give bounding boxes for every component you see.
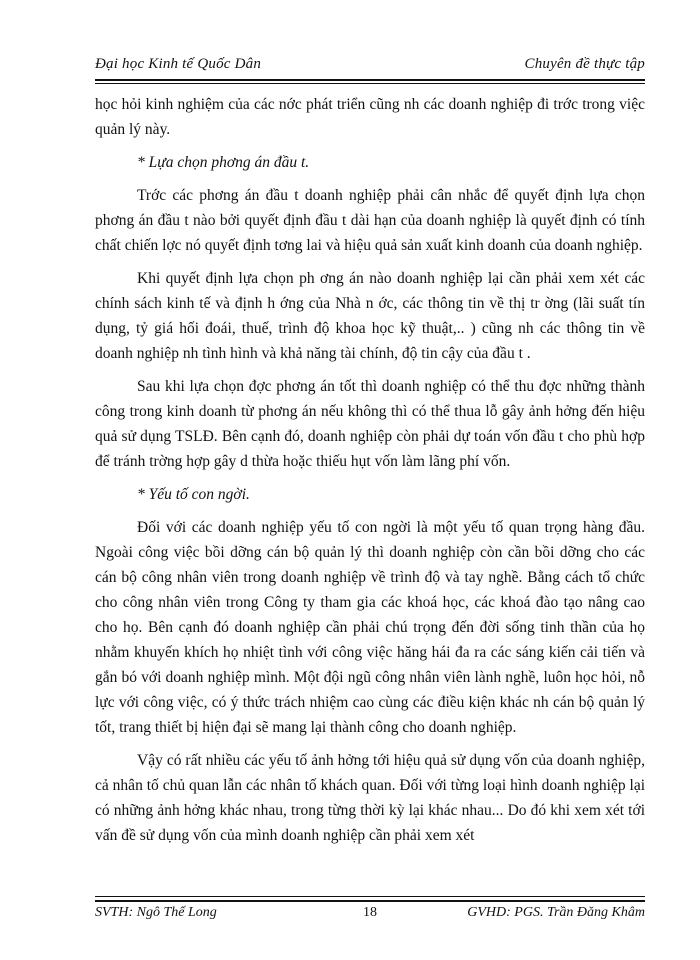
section-heading-investment: * Lựa chọn phơng án đầu t. — [137, 154, 310, 171]
section-heading-human-factor: * Yếu tố con ngời. — [137, 486, 250, 503]
page-header — [95, 56, 645, 80]
paragraph-5: Đối với các doanh nghiệp yếu tố con ngời là một yếu tố quan trọng hàng đầu. Ngoài công việc bồi dỡng cán bộ quản lý thì doanh nghiệp còn cần bồi dỡng cho các cán bộ công nhân viên trong doanh nghiệp về trình độ và tay nghề. Bằng cách tổ chức cho công nhân viên trong Công ty tham gia các khoá học, các khoá đào tạo nâng cao cho họ. Bên cạnh đó doanh nghiệp cần phải chú trọng đến đời sống tinh thần của họ nhằm khuyến khích họ nhiệt tình với công việc hăng hái đa ra các sáng kiến cải tiến và gắn bó với doanh nghiệp mình. Một đội ngũ công nhân viên lành nghề, luôn học hỏi, nỗ lực với công việc, có ý thức trách nhiệm cao cùng các điều kiện khác nh cán bộ quản lý tốt, trang thiết bị hiện đại sẽ mang lại thành công cho doanh nghiệp. — [95, 519, 645, 736]
header-university: Đại học Kinh tế Quốc Dân — [95, 56, 262, 72]
header-report-type: Chuyên đề thực tập — [524, 56, 645, 72]
paragraph-6: Vậy có rất nhiều các yếu tố ảnh hởng tới hiệu quả sử dụng vốn của doanh nghiệp, cả nhân tố chủ quan lẫn các nhân tố khách quan. Đối với từng loại hình doanh nghiệp lại có những ảnh hởng khác nhau, trong từng thời kỳ lại khác nhau... Do đó khi xem xét tới vấn đề sử dụng vốn của mình doanh nghiệp cần phải xem xét — [95, 752, 645, 844]
paragraph-3: Khi quyết định lựa chọn ph ơng án nào doanh nghiệp lại cần phải xem xét các chính sách kinh tế và định h ớng của Nhà n ớc, các thông tin về thị tr ờng (lãi suất tín dụng, tỷ giá hối đoái, thuế, trình độ khoa học kỹ thuật,.. ) cũng nh các thông tin về doanh nghiệp nh tình hình và khả năng tài chính, độ tin cậy của đầu t . — [95, 270, 645, 362]
header-rule-thick — [95, 79, 645, 81]
paragraph-2: Trớc các phơng án đầu t doanh nghiệp phải cân nhắc để quyết định lựa chọn phơng án đầu t nào bởi quyết định đầu t dài hạn của doanh nghiệp là quyết định có tính chất chiến lợc nó quyết định tơng lai và hiệu quả sản xuất kinh doanh của doanh nghiệp. — [95, 187, 645, 254]
paragraph-1: học hỏi kinh nghiệm của các nớc phát triển cũng nh các doanh nghiệp đi trớc trong việc quản lý này. — [95, 96, 645, 138]
paragraph-4: Sau khi lựa chọn đợc phơng án tốt thì doanh nghiệp có thể thu đợc những thành công trong kinh doanh từ phơng án nếu không thì có thể thua lỗ gây ảnh hởng đến hiệu quả sử dụng TSLĐ. Bên cạnh đó, doanh nghiệp còn phải dự toán vốn đầu t cho phù hợp để tránh trờng hợp gây d thừa hoặc thiếu hụt vốn làm lãng phí vốn. — [95, 378, 645, 470]
body-content — [95, 92, 645, 856]
page-footer — [95, 905, 645, 927]
page-number: 18 — [363, 905, 377, 920]
footer-supervisor: GVHD: PGS. Trần Đăng Khâm — [467, 905, 645, 920]
header-rule-thin — [95, 83, 645, 84]
footer-student: SVTH: Ngô Thế Long — [95, 905, 217, 920]
footer-rule-thin — [95, 896, 645, 897]
footer-rule-thick — [95, 900, 645, 902]
